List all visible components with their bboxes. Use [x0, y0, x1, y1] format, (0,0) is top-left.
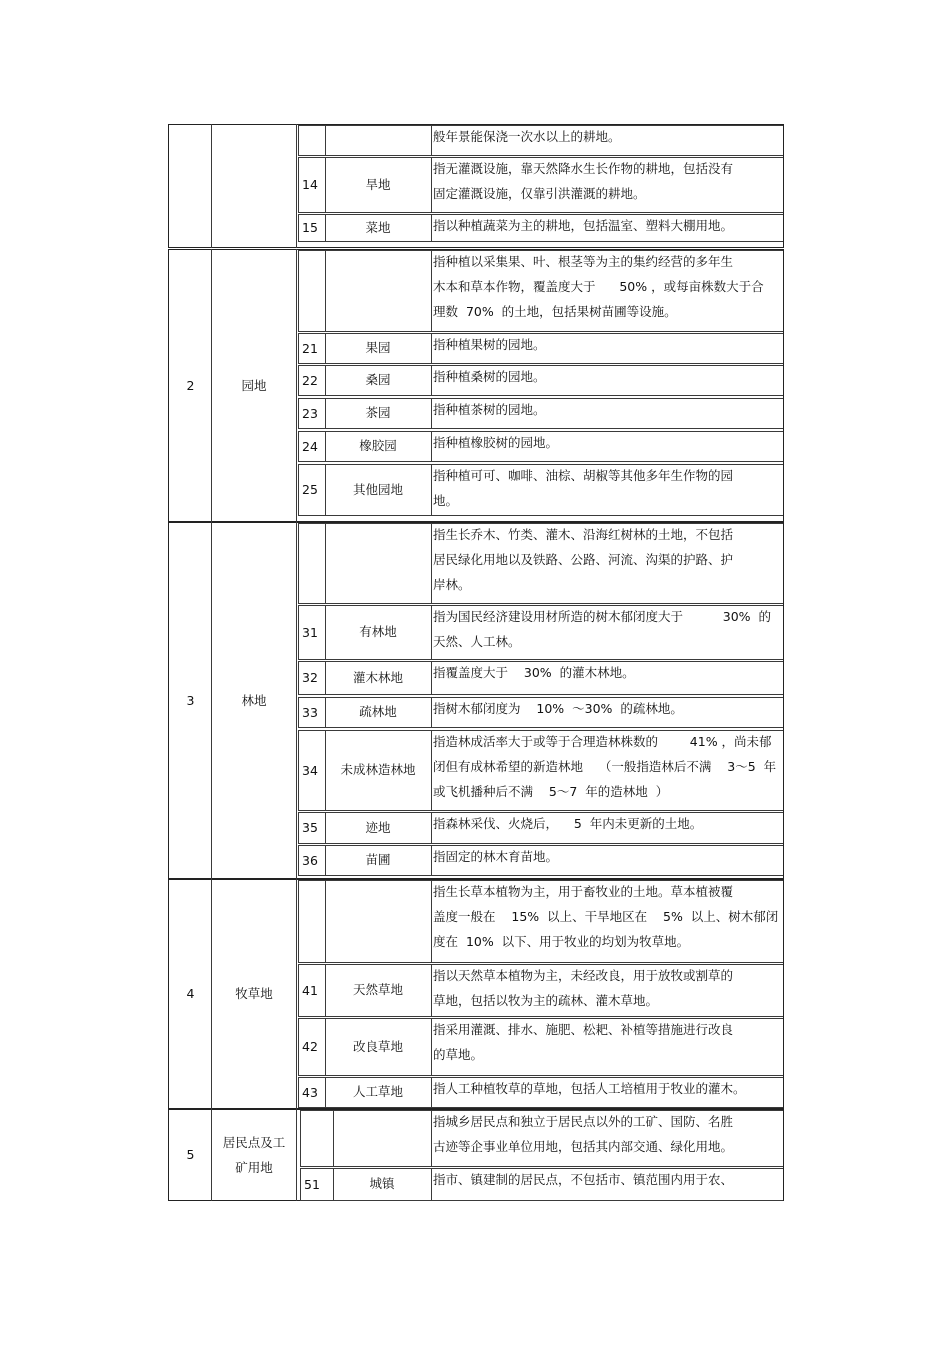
row-name: [325, 125, 431, 155]
row-name-desc-divider: [431, 214, 432, 241]
row-code: 43: [302, 1084, 318, 1100]
description-line: 指人工种植牧草的草地，包括人工培植用于牧业的灌木。: [433, 1081, 746, 1096]
row-name-desc-divider: [431, 845, 432, 875]
description-line: 岸林。: [433, 577, 471, 592]
row-name-desc-divider: [431, 125, 432, 155]
description-line: 指生长草本植物为主，用于畜牧业的土地。草本植被覆: [433, 884, 734, 899]
group-name-divider: [296, 249, 297, 522]
row-left-border: [298, 365, 299, 395]
row-left-border: [300, 1168, 301, 1200]
row-description: [433, 213, 733, 238]
row-bottom-border: [298, 461, 783, 462]
row-code: 34: [302, 762, 318, 778]
description-line: 指为国民经济建设用材所造的树木郁闭度大于 30% 的: [433, 609, 771, 624]
row-name: [333, 1110, 431, 1166]
row-code: 36: [302, 852, 318, 868]
row-code: 25: [302, 482, 318, 497]
row-left-border: [300, 1110, 301, 1166]
row-code: 14: [302, 177, 318, 192]
row-left-border: [298, 1018, 299, 1075]
row-description: [433, 156, 733, 206]
row-left-border: [298, 333, 299, 363]
row-name: [325, 523, 431, 603]
group-name-3: 林地: [241, 692, 267, 708]
description-line: 理数 70% 的土地，包括果树苗圃等设施。: [433, 304, 677, 319]
row-name-desc-divider: [431, 697, 432, 727]
group-left-border: [168, 249, 169, 522]
row-left-border: [298, 157, 299, 212]
row-bottom-border: [298, 727, 783, 728]
row-description: [433, 397, 546, 422]
row-name: 有林地: [359, 624, 397, 639]
row-description: [433, 1109, 733, 1159]
row-name-desc-divider: [431, 1110, 432, 1166]
row-name: [325, 250, 431, 331]
group-name-divider: [296, 522, 297, 879]
row-left-border: [298, 661, 299, 694]
row-name-desc-divider: [431, 964, 432, 1016]
description-line: 指无灌溉设施，靠天然降水生长作物的耕地，包括没有: [433, 161, 734, 176]
row-name: 橡胶园: [359, 438, 397, 453]
row-left-border: [298, 730, 299, 810]
row-left-border: [298, 880, 299, 962]
row-name-desc-divider: [431, 730, 432, 810]
description-line: 指种植果树的园地。: [433, 337, 546, 352]
row-bottom-border: [298, 395, 783, 396]
description-line: 指种植以采集果、叶、根茎等为主的集约经营的多年生: [433, 254, 734, 269]
row-description: [433, 364, 546, 389]
row-bottom-border: [298, 428, 783, 429]
group-name-5-line-2: 矿用地: [235, 1160, 273, 1175]
row-name: 果园: [365, 340, 391, 355]
row-left-border: [298, 964, 299, 1016]
description-line: 盖度一般在 15% 以上、干旱地区在 5% 以上、树木郁闭: [433, 909, 779, 924]
row-code: 24: [302, 438, 318, 454]
row-name: 苗圃: [365, 852, 391, 867]
row-name-desc-divider: [431, 1168, 432, 1200]
row-name-desc-divider: [431, 605, 432, 659]
description-line: 或飞机播种后不满 5～7 年的造林地 ）: [433, 784, 669, 799]
group-name-2: 园地: [241, 377, 267, 393]
description-line: 指覆盖度大于 30% 的灌木林地。: [433, 665, 635, 680]
row-description: [433, 1167, 733, 1192]
description-line: 古迹等企事业单位用地，包括其内部交通、绿化用地。: [433, 1139, 734, 1154]
description-line: 固定灌溉设施，仅靠引洪灌溉的耕地。: [433, 186, 646, 201]
row-name: 天然草地: [352, 982, 403, 997]
row-name-desc-divider: [431, 333, 432, 363]
description-line: 指森林采伐、火烧后， 5 年内未更新的土地。: [433, 816, 703, 831]
row-name: 灌木林地: [352, 669, 403, 685]
description-line: 度在 10% 以下、用于牧业的均划为牧草地。: [433, 934, 690, 949]
row-description: [433, 696, 683, 721]
description-line: 指种植橡胶树的园地。: [433, 435, 559, 450]
group-code-4: 4: [186, 986, 195, 1001]
row-left-border: [298, 605, 299, 659]
row-description: [433, 249, 764, 324]
row-name-desc-divider: [431, 812, 432, 843]
row-left-border: [298, 398, 299, 428]
description-line: 木本和草本作物，覆盖度大于 50% ，或每亩株数大于合: [433, 279, 764, 294]
row-name: 未成林造林地: [340, 762, 416, 777]
row-code: 22: [302, 372, 318, 388]
group-right-border: [783, 522, 784, 879]
description-line: 指采用灌溉、排水、施肥、松耙、补植等措施进行改良: [433, 1022, 734, 1037]
row-bottom-border: [298, 1107, 783, 1108]
row-name: 桑园: [365, 372, 391, 387]
row-bottom-border: [300, 1200, 783, 1201]
row-left-border: [298, 812, 299, 843]
group-name-5: [212, 1110, 296, 1200]
row-description: [433, 463, 733, 513]
row-code: 21: [302, 340, 318, 356]
row-name: 菜地: [365, 219, 391, 235]
group-right-border: [783, 124, 784, 248]
row-name-desc-divider: [431, 398, 432, 428]
description-line: 指种植桑树的园地。: [433, 369, 546, 384]
row-left-border: [298, 697, 299, 727]
group-right-border: [783, 1109, 784, 1201]
group-name-5-line-1: 居民点及工: [222, 1135, 286, 1150]
row-left-border: [298, 250, 299, 331]
row-description: [433, 604, 771, 654]
row-bottom-border: [298, 241, 783, 242]
row-name: 疏林地: [359, 704, 397, 719]
row-name-desc-divider: [431, 250, 432, 331]
description-line: 草地，包括以牧为主的疏林、灌木草地。: [433, 993, 659, 1008]
row-code: 42: [302, 1039, 318, 1054]
description-line: 指种植茶树的园地。: [433, 402, 546, 417]
row-name-desc-divider: [431, 365, 432, 395]
description-line: 指种植可可、咖啡、油棕、胡椒等其他多年生作物的园: [433, 468, 734, 483]
row-description: [433, 811, 702, 836]
group-right-border: [783, 249, 784, 522]
row-description: [433, 879, 778, 954]
row-left-border: [298, 431, 299, 461]
row-description: [433, 963, 733, 1013]
description-line: 指树木郁闭度为 10% ～30% 的疏林地。: [433, 701, 683, 716]
row-description: [433, 124, 621, 149]
description-line: 天然、人工林。: [433, 634, 521, 649]
row-bottom-border: [298, 515, 783, 516]
row-name: 其他园地: [352, 481, 403, 497]
description-line: 指城乡居民点和独立于居民点以外的工矿、国防、名胜: [433, 1114, 734, 1129]
group-left-border: [168, 124, 169, 248]
row-name-desc-divider: [431, 880, 432, 962]
row-description: [433, 430, 558, 455]
row-description: [433, 1076, 746, 1101]
row-code: [302, 125, 325, 155]
row-name: 茶园: [365, 405, 391, 420]
row-left-border: [298, 464, 299, 515]
row-name-desc-divider: [431, 464, 432, 515]
group-name-divider: [296, 124, 297, 248]
description-line: 居民绿化用地以及铁路、公路、河流、沟渠的护路、护: [433, 552, 734, 567]
row-code: 33: [302, 704, 318, 720]
group-code-3: 3: [186, 692, 195, 708]
description-line: 指生长乔木、竹类、灌木、沿海红树林的土地，不包括: [433, 527, 734, 542]
row-code: 23: [302, 405, 318, 421]
row-code: 35: [302, 820, 318, 835]
row-name-desc-divider: [431, 1077, 432, 1107]
row-name-desc-divider: [431, 431, 432, 461]
group-left-border: [168, 879, 169, 1109]
row-left-border: [298, 523, 299, 603]
description-line: 指固定的林木育苗地。: [433, 849, 559, 864]
row-name-desc-divider: [431, 157, 432, 212]
row-description: [433, 1017, 733, 1067]
description-line: 般年景能保浇一次水以上的耕地。: [433, 129, 621, 144]
description-line: 指市、镇建制的居民点，不包括市、镇范围内用于农、: [433, 1172, 734, 1187]
description-line: 指造林成活率大于或等于合理造林株数的 41% ，尚未郁: [433, 734, 772, 749]
group-left-border: [168, 522, 169, 879]
row-description: [433, 660, 635, 685]
row-bottom-border: [298, 694, 783, 695]
description-line: 的草地。: [433, 1047, 484, 1062]
row-description: [433, 332, 546, 357]
group-code-5: 5: [186, 1147, 195, 1162]
row-name-desc-divider: [431, 1018, 432, 1075]
row-code: [304, 1110, 333, 1166]
row-left-border: [298, 125, 299, 155]
group-name-divider: [296, 1109, 297, 1201]
group-code-2: 2: [186, 377, 195, 393]
row-name-desc-divider: [431, 661, 432, 694]
row-left-border: [298, 1077, 299, 1107]
description-line: 闭但有成林希望的新造林地 （一般指造林后不满 3～5 年: [433, 759, 777, 774]
group-code-divider: [211, 124, 212, 248]
group-name-divider: [296, 879, 297, 1109]
row-description: [433, 729, 776, 804]
row-code: 51: [304, 1176, 320, 1192]
row-left-border: [298, 845, 299, 875]
row-code: 31: [302, 624, 318, 640]
row-description: [433, 522, 733, 597]
row-name: [325, 880, 431, 962]
row-bottom-border: [298, 875, 783, 876]
row-code: [302, 523, 325, 603]
row-name: 城镇: [369, 1176, 395, 1191]
group-name-4: 牧草地: [235, 986, 273, 1001]
description-line: 指以天然草本植物为主，未经改良，用于放牧或割草的: [433, 968, 734, 983]
row-left-border: [298, 214, 299, 241]
row-code: 41: [302, 982, 318, 998]
description-line: 指以种植蔬菜为主的耕地，包括温室、塑料大棚用地。: [433, 218, 734, 233]
row-name: 改良草地: [352, 1038, 403, 1054]
row-name-desc-divider: [431, 523, 432, 603]
row-code: [302, 250, 325, 331]
row-name: 旱地: [365, 176, 391, 192]
group-left-border: [168, 1109, 169, 1201]
group-bottom-border: [168, 247, 784, 248]
row-name: 迹地: [365, 819, 391, 835]
row-code: 15: [302, 220, 318, 235]
row-code: 32: [302, 670, 318, 685]
row-description: [433, 844, 558, 869]
description-line: 地。: [433, 493, 459, 508]
row-name: 人工草地: [352, 1084, 403, 1099]
group-right-border: [783, 879, 784, 1109]
row-code: [302, 880, 325, 962]
